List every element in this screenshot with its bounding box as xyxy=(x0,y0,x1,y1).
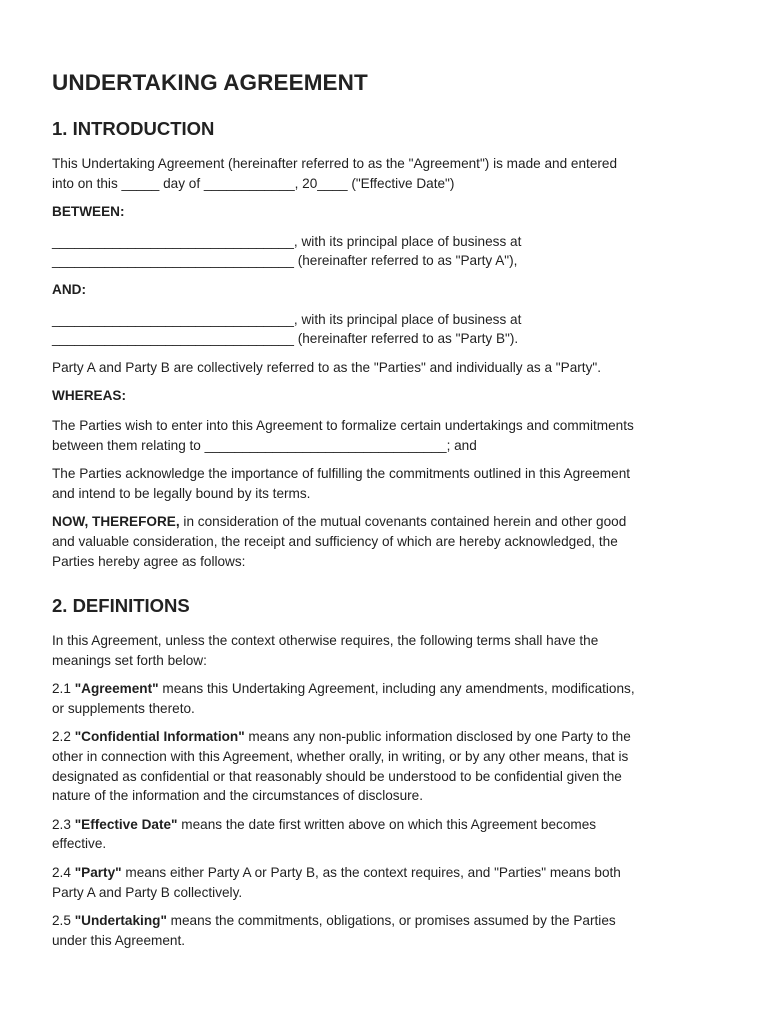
parties-definition-paragraph: Party A and Party B are collectively referred to as the "Parties" and individually as a "Party". xyxy=(52,359,601,375)
definition-effective-date: 2.3 "Effective Date" means the date first written above on which this Agreement becomes effective. xyxy=(52,816,597,852)
party-b-block: ________________________________, with its principal place of business at ________________________________ (hereinafter referred to as "Party B"). xyxy=(52,311,522,347)
whereas-paragraph-2: The Parties acknowledge the importance of fulfilling the commitments outlined in this Agreement and intend to be legally bound by its terms. xyxy=(52,466,631,501)
and-label: AND: xyxy=(52,281,86,297)
definition-confidential-information: 2.2 "Confidential Information" means any non-public information disclosed by one Party to the other in connection with this Agreement, whether orally, in writing, or by any other means, that is designated as confidential or that reasonably should be understood to be confidential given the nature of the information and the circumstances of disclosure. xyxy=(52,729,631,804)
between-label: BETWEEN: xyxy=(52,204,125,220)
now-therefore-paragraph: NOW, THEREFORE, in consideration of the mutual covenants contained herein and other good and valuable consideration, the receipt and sufficiency of which are hereby acknowledged, the Parties hereby agree as follows: xyxy=(52,514,627,569)
definitions-intro-paragraph: In this Agreement, unless the context otherwise requires, the following terms shall have the meanings set forth below: xyxy=(52,633,599,668)
whereas-paragraph-1: The Parties wish to enter into this Agreement to formalize certain undertakings and commitments between them relating to ________________________________; and xyxy=(52,417,634,453)
party-a-block: ________________________________, with its principal place of business at ________________________________ (hereinafter referred to as "Party A"), xyxy=(52,233,522,269)
definition-party: 2.4 "Party" means either Party A or Party B, as the context requires, and "Parties" means both Party A and Party B collectively. xyxy=(52,865,621,900)
document-title: UNDERTAKING AGREEMENT xyxy=(52,70,368,95)
section-2-heading: 2. DEFINITIONS xyxy=(52,595,190,617)
intro-paragraph: This Undertaking Agreement (hereinafter referred to as the "Agreement") is made and entered into on this _____ day of ____________, 20____ ("Effective Date") xyxy=(52,156,618,191)
definition-undertaking: 2.5 "Undertaking" means the commitments, obligations, or promises assumed by the Parties under this Agreement. xyxy=(52,913,616,948)
now-therefore-bold: NOW, THEREFORE, xyxy=(52,514,180,530)
whereas-label: WHEREAS: xyxy=(52,388,127,404)
section-1-heading: 1. INTRODUCTION xyxy=(52,118,215,139)
definition-agreement: 2.1 "Agreement" means this Undertaking Agreement, including any amendments, modifications, or supplements thereto. xyxy=(52,681,635,716)
